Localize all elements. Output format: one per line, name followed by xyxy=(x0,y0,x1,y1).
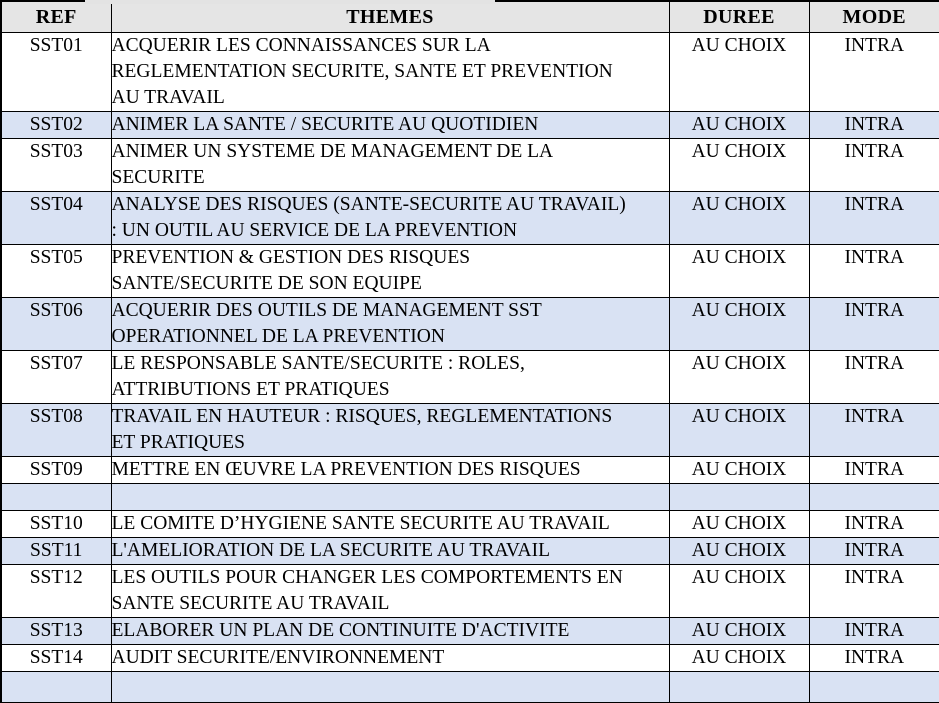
theme-line: ANIMER UN SYSTEME DE MANAGEMENT DE LA xyxy=(111,141,554,162)
theme-line: : UN OUTIL AU SERVICE DE LA PREVENTION xyxy=(111,220,518,241)
cell-duree xyxy=(669,672,809,703)
table-row xyxy=(1,139,939,192)
column-header-themes: THEMES xyxy=(111,1,669,33)
cell-mode: INTRA xyxy=(809,457,939,484)
cell-mode: INTRA xyxy=(809,112,939,139)
theme-line: ATTRIBUTIONS ET PRATIQUES xyxy=(111,379,390,400)
table-row xyxy=(1,245,939,298)
table-row xyxy=(1,404,939,457)
cell-duree: AU CHOIX xyxy=(669,245,809,298)
cell-ref: SST13 xyxy=(1,618,111,645)
cell-ref: SST12 xyxy=(1,565,111,618)
cell-duree: AU CHOIX xyxy=(669,298,809,351)
cell-mode xyxy=(809,672,939,703)
cell-theme xyxy=(111,645,669,672)
cell-theme xyxy=(111,565,669,618)
cell-ref: SST10 xyxy=(1,511,111,538)
cell-duree: AU CHOIX xyxy=(669,645,809,672)
cell-ref: SST09 xyxy=(1,457,111,484)
cell-theme xyxy=(111,404,669,457)
cell-theme xyxy=(111,33,669,112)
table-row xyxy=(1,565,939,618)
cell-theme xyxy=(111,618,669,645)
cell-theme xyxy=(111,351,669,404)
cell-mode: INTRA xyxy=(809,538,939,565)
cell-theme xyxy=(111,538,669,565)
cell-duree: AU CHOIX xyxy=(669,538,809,565)
cell-ref: SST08 xyxy=(1,404,111,457)
top-edge-artifact xyxy=(85,0,495,4)
cell-mode: INTRA xyxy=(809,139,939,192)
cell-ref: SST11 xyxy=(1,538,111,565)
theme-line: AUDIT SECURITE/ENVIRONNEMENT xyxy=(111,647,445,668)
cell-duree: AU CHOIX xyxy=(669,618,809,645)
cell-theme xyxy=(111,139,669,192)
table-row xyxy=(1,33,939,112)
theme-line: ELABORER UN PLAN DE CONTINUITE D'ACTIVITE xyxy=(111,620,570,641)
cell-ref: SST07 xyxy=(1,351,111,404)
cell-theme xyxy=(111,511,669,538)
theme-line: ANIMER LA SANTE / SECURITE AU QUOTIDIEN xyxy=(111,114,539,135)
cell-mode: INTRA xyxy=(809,645,939,672)
cell-ref: SST04 xyxy=(1,192,111,245)
theme-line: ACQUERIR LES CONNAISSANCES SUR LA xyxy=(111,35,491,56)
table-row xyxy=(1,645,939,672)
cell-ref: SST06 xyxy=(1,298,111,351)
theme-line: OPERATIONNEL DE LA PREVENTION xyxy=(111,326,445,347)
cell-mode: INTRA xyxy=(809,404,939,457)
cell-mode: INTRA xyxy=(809,33,939,112)
table-row xyxy=(1,351,939,404)
cell-duree: AU CHOIX xyxy=(669,351,809,404)
table-row xyxy=(1,457,939,484)
cell-mode: INTRA xyxy=(809,511,939,538)
theme-line: PREVENTION & GESTION DES RISQUES xyxy=(111,247,471,268)
cell-theme xyxy=(111,112,669,139)
cell-ref: SST01 xyxy=(1,33,111,112)
theme-line: AU TRAVAIL xyxy=(111,87,225,108)
cell-mode: INTRA xyxy=(809,245,939,298)
theme-line: LE RESPONSABLE SANTE/SECURITE : ROLES, xyxy=(111,353,525,374)
theme-line: SANTE SECURITE AU TRAVAIL xyxy=(111,593,390,614)
cell-ref: SST03 xyxy=(1,139,111,192)
cell-duree xyxy=(669,484,809,511)
theme-line: ET PRATIQUES xyxy=(111,432,245,453)
table-row xyxy=(1,298,939,351)
column-header-mode: MODE xyxy=(809,1,939,33)
cell-duree: AU CHOIX xyxy=(669,565,809,618)
table-row-spacer xyxy=(1,484,939,511)
theme-line: SECURITE xyxy=(111,167,205,188)
theme-line: ANALYSE DES RISQUES (SANTE-SECURITE AU TRAVAIL) xyxy=(111,194,626,215)
cell-duree: AU CHOIX xyxy=(669,112,809,139)
cell-theme xyxy=(111,245,669,298)
cell-theme xyxy=(111,192,669,245)
cell-mode xyxy=(809,484,939,511)
table-row xyxy=(1,618,939,645)
cell-mode: INTRA xyxy=(809,351,939,404)
theme-line: SANTE/SECURITE DE SON EQUIPE xyxy=(111,273,422,294)
cell-ref: SST02 xyxy=(1,112,111,139)
theme-line: LE COMITE D’HYGIENE SANTE SECURITE AU TRAVAIL xyxy=(111,513,610,534)
cell-ref: SST14 xyxy=(1,645,111,672)
table-row-spacer xyxy=(1,672,939,703)
table-row xyxy=(1,192,939,245)
cell-ref xyxy=(1,672,111,703)
cell-duree: AU CHOIX xyxy=(669,404,809,457)
theme-line: LES OUTILS POUR CHANGER LES COMPORTEMENTS EN xyxy=(111,567,623,588)
table-body xyxy=(1,33,939,703)
cell-theme xyxy=(111,298,669,351)
table-row xyxy=(1,112,939,139)
cell-mode: INTRA xyxy=(809,618,939,645)
cell-duree: AU CHOIX xyxy=(669,139,809,192)
column-header-duree: DUREE xyxy=(669,1,809,33)
theme-line: TRAVAIL EN HAUTEUR : RISQUES, REGLEMENTATIONS xyxy=(111,406,613,427)
cell-mode: INTRA xyxy=(809,565,939,618)
cell-theme xyxy=(111,484,669,511)
theme-line: REGLEMENTATION SECURITE, SANTE ET PREVENTION xyxy=(111,61,613,82)
theme-line: METTRE EN ŒUVRE LA PREVENTION DES RISQUES xyxy=(111,459,581,480)
theme-line: ACQUERIR DES OUTILS DE MANAGEMENT SST xyxy=(111,300,542,321)
cell-duree: AU CHOIX xyxy=(669,33,809,112)
table-row xyxy=(1,511,939,538)
cell-ref xyxy=(1,484,111,511)
cell-ref: SST05 xyxy=(1,245,111,298)
table-row xyxy=(1,538,939,565)
cell-theme xyxy=(111,457,669,484)
cell-theme xyxy=(111,672,669,703)
cell-mode: INTRA xyxy=(809,192,939,245)
theme-line: L'AMELIORATION DE LA SECURITE AU TRAVAIL xyxy=(111,540,550,561)
cell-duree: AU CHOIX xyxy=(669,192,809,245)
column-header-ref: REF xyxy=(1,1,111,33)
table-header-row xyxy=(1,1,939,33)
table-header xyxy=(1,1,939,33)
cell-duree: AU CHOIX xyxy=(669,511,809,538)
cell-mode: INTRA xyxy=(809,298,939,351)
cell-duree: AU CHOIX xyxy=(669,457,809,484)
